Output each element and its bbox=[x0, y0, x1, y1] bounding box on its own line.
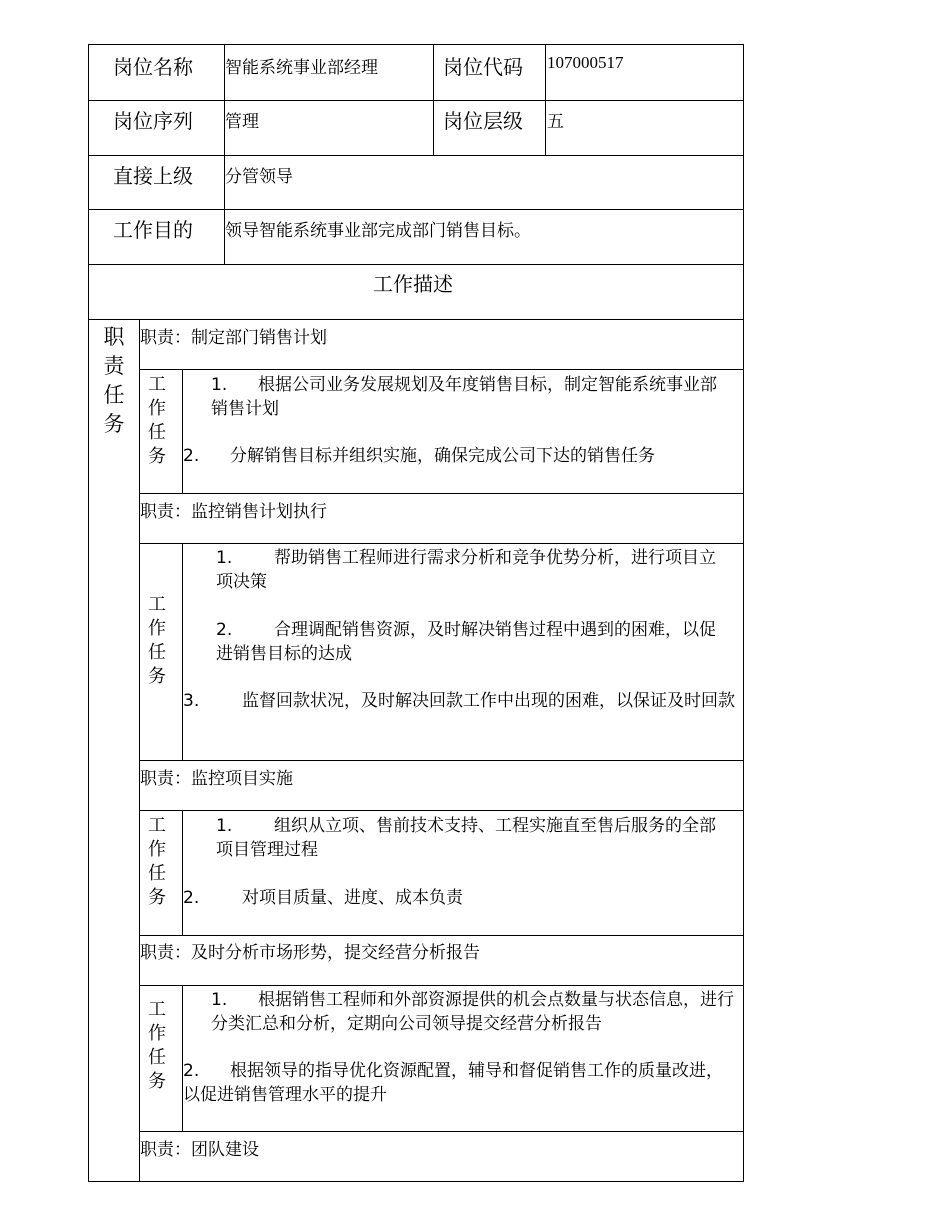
col-divider bbox=[545, 44, 546, 156]
task-text: 根据销售工程师和外部资源提供的机会点数量与状态信息，进行分类汇总和分析，定期向公司领导提交经营分析报告 bbox=[211, 990, 734, 1034]
row-divider bbox=[139, 810, 744, 811]
task-item bbox=[216, 814, 731, 862]
position-name-value: 智能系统事业部经理 bbox=[225, 58, 378, 78]
task-item bbox=[183, 444, 738, 468]
task-number: 1. bbox=[211, 990, 228, 1010]
position-name-label: 岗位名称 bbox=[113, 55, 193, 79]
task-item bbox=[183, 689, 735, 713]
task-item bbox=[216, 618, 731, 666]
task-number: 1. bbox=[216, 816, 233, 836]
row-divider bbox=[88, 209, 744, 210]
row-divider bbox=[139, 1131, 744, 1132]
task-number: 2. bbox=[183, 888, 200, 908]
col-divider bbox=[182, 369, 183, 494]
position-series-label: 岗位序列 bbox=[113, 109, 193, 133]
task-text: 对项目质量、进度、成本负责 bbox=[242, 888, 463, 908]
task-number: 3. bbox=[183, 691, 200, 711]
supervisor-label: 直接上级 bbox=[113, 164, 193, 188]
row-divider bbox=[88, 155, 744, 156]
position-level-value: 五 bbox=[547, 112, 564, 132]
task-text: 监督回款状况，及时解决回款工作中出现的困难，以保证及时回款 bbox=[242, 691, 735, 711]
task-number: 1. bbox=[216, 548, 233, 568]
duty-title: 职责：团队建设 bbox=[140, 1140, 259, 1160]
task-number: 2. bbox=[216, 620, 233, 640]
task-text: 分解销售目标并组织实施，确保完成公司下达的销售任务 bbox=[230, 446, 655, 466]
row-divider bbox=[88, 319, 744, 320]
col-divider bbox=[139, 319, 140, 1182]
position-code-label: 岗位代码 bbox=[443, 55, 523, 79]
task-label: 工作任务 bbox=[148, 374, 166, 467]
task-item bbox=[211, 988, 736, 1036]
table-border bbox=[88, 1181, 744, 1182]
duty-title: 职责：监控项目实施 bbox=[140, 769, 293, 789]
duty-title: 职责：制定部门销售计划 bbox=[140, 328, 327, 348]
row-divider bbox=[139, 760, 744, 761]
col-divider bbox=[182, 810, 183, 936]
task-text: 根据领导的指导优化资源配置，辅导和督促销售工作的质量改进，以促进销售管理水平的提升 bbox=[183, 1061, 723, 1105]
section-title: 工作描述 bbox=[373, 272, 453, 296]
row-divider bbox=[139, 543, 744, 544]
duty-title: 职责：监控销售计划执行 bbox=[140, 502, 327, 522]
position-level-label: 岗位层级 bbox=[443, 109, 523, 133]
col-divider bbox=[182, 543, 183, 761]
row-divider bbox=[88, 264, 744, 265]
duty-title: 职责：及时分析市场形势，提交经营分析报告 bbox=[140, 943, 480, 963]
task-label: 工作任务 bbox=[148, 815, 166, 908]
position-code-value: 107000517 bbox=[547, 53, 624, 72]
table-border bbox=[88, 44, 89, 1182]
task-text: 根据公司业务发展规划及年度销售目标，制定智能系统事业部销售计划 bbox=[211, 375, 717, 419]
task-number: 2. bbox=[183, 446, 200, 466]
table-border bbox=[88, 44, 744, 45]
row-divider bbox=[139, 369, 744, 370]
task-text: 组织从立项、售前技术支持、工程实施直至售后服务的全部项目管理过程 bbox=[216, 816, 716, 860]
task-item bbox=[211, 373, 731, 421]
task-text: 帮助销售工程师进行需求分析和竞争优势分析，进行项目立项决策 bbox=[216, 548, 716, 592]
position-series-value: 管理 bbox=[225, 112, 259, 132]
row-divider bbox=[139, 493, 744, 494]
task-label: 工作任务 bbox=[148, 999, 166, 1092]
purpose-value: 领导智能系统事业部完成部门销售目标。 bbox=[225, 221, 531, 241]
table-border bbox=[743, 44, 744, 1182]
row-divider bbox=[139, 985, 744, 986]
task-number: 1. bbox=[211, 375, 228, 395]
row-divider bbox=[88, 100, 744, 101]
task-number: 2. bbox=[183, 1061, 200, 1081]
col-divider bbox=[433, 44, 434, 156]
task-text: 合理调配销售资源，及时解决销售过程中遇到的困难，以促进销售目标的达成 bbox=[216, 620, 716, 664]
duty-column-label: 职责任务 bbox=[103, 325, 125, 436]
task-label: 工作任务 bbox=[148, 594, 166, 687]
row-divider bbox=[139, 935, 744, 936]
task-item bbox=[183, 886, 735, 910]
task-item bbox=[183, 1059, 738, 1107]
supervisor-value: 分管领导 bbox=[225, 167, 293, 187]
purpose-label: 工作目的 bbox=[113, 218, 193, 242]
task-item bbox=[216, 546, 731, 594]
